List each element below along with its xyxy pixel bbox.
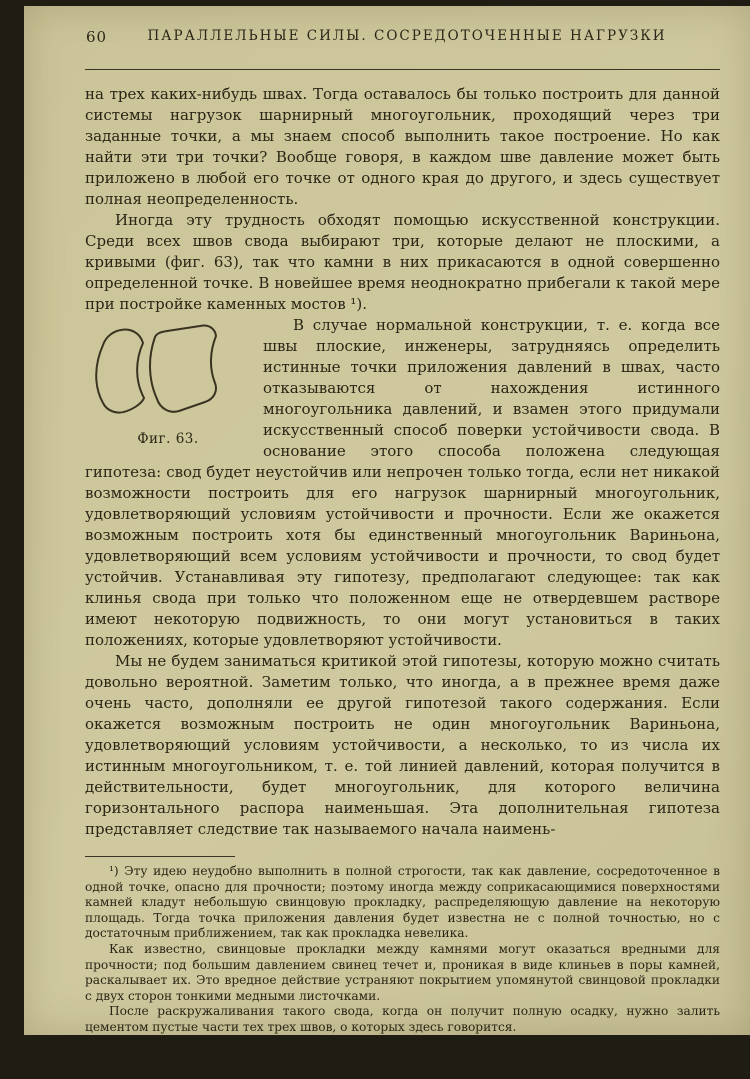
figure-caption: Фиг. 63. <box>137 431 199 447</box>
page-number: 60 <box>86 28 108 46</box>
running-title: ПАРАЛЛЕЛЬНЫЕ СИЛЫ. СОСРЕДОТОЧЕННЫЕ НАГРУЗКИ <box>147 28 667 44</box>
footnote-separator <box>85 856 235 857</box>
figure-63 <box>87 321 249 450</box>
paragraph-1: на трех каких-нибудь швах. Тогда оставалось бы только построить для данной системы нагрузок шарнирный многоугольник, проходящий через три заданные точки, а мы знаем способ выполнить такое построение. Но как найти эти три точки? Вообще говоря, в каждом шве давление может быть приложено в любой его точке от одного края до другого, и здесь существует полная неопределенность. <box>85 85 720 208</box>
paragraph-3: В случае нормальной конструкции, т. е. когда все швы плоские, инженеры, затрудняясь определить истинные точки приложения давлений в швах, часто отказываются от нахождения истинного многоугольника давлений, и взамен этого придумали искусственный способ поверки устойчивости свода. В основание этого способа положена следующая гипотеза: свод будет неустойчив или непрочен только тогда, если нет никакой возможности построить для его нагрузок шарнирный многоугольник, удовлетворяющий условиям устойчивости и прочности. Если же окажется возможным построить хотя бы единственный многоугольник Вариньона, удовлетворяющий всем условиям устойчивости и прочности, то свод будет устойчив. Устанавливая эту гипотезу, предполагают следующее: так как клинья свода при только что положенном еще не отвердевшем растворе имеют некоторую подвижность, то они могут установиться в таких положениях, которые удовлетворяют устойчивости. <box>85 316 720 649</box>
footnote-1: ¹) Эту идею неудобно выполнить в полной строгости, так как давление, сосредоточенное в одной точке, опасно для прочности; поэтому иногда между соприкасающимися поверхностями камней кладут небольшую свинцовую прокладку, распределяющую давление на некоторую площадь. Тогда точка приложения давления будет известна не с полной точностью, но с достаточным приближением, так как прокладка невелика. <box>85 864 720 941</box>
paragraph-4: Мы не будем заниматься критикой этой гипотезы, которую можно считать довольно вероятной. Заметим только, что иногда, а в прежнее время даже очень часто, дополняли ее другой гипотезой такого содержания. Если окажется возможным построить не один многоугольник Вариньона, удовлетворяющий условиям устойчивости, а несколько, то из числа их истинным многоугольником, т. е. той линией давлений, которая получится в действительности, будет многоугольник, для которого величина горизонтального распора наименьшая. Эта дополнительная гипотеза представляет следствие так называемого начала наимень- <box>85 652 720 838</box>
page-header <box>24 6 750 62</box>
book-page <box>24 6 750 1035</box>
footnote-3: После раскружаливания такого свода, когда он получит полную осадку, нужно залить цементом пустые части тех трех швов, о которых здесь говорится. <box>85 1004 720 1034</box>
footnote-2: Как известно, свинцовые прокладки между камнями могут оказаться вредными для прочности; под большим давлением свинец течет и, проникая в виде клиньев в поры камней, раскалывает их. Это вредное действие устраняют покрытием упомянутой свинцовой прокладки с двух сторон тонкими медными листочками. <box>85 941 720 1003</box>
footnotes <box>85 864 720 1035</box>
page-body <box>24 70 750 1035</box>
paragraph-2: Иногда эту трудность обходят помощью искусственной конструкции. Среди всех швов свода выбирают три, которые делают не плоскими, а кривыми (фиг. 63), так что камни в них прикасаются в одной совершенно определенной точке. В новейшее время неоднократно прибегали к такой мере при постройке каменных мостов ¹). <box>85 211 720 313</box>
voussoir-stones-drawing <box>87 321 237 421</box>
